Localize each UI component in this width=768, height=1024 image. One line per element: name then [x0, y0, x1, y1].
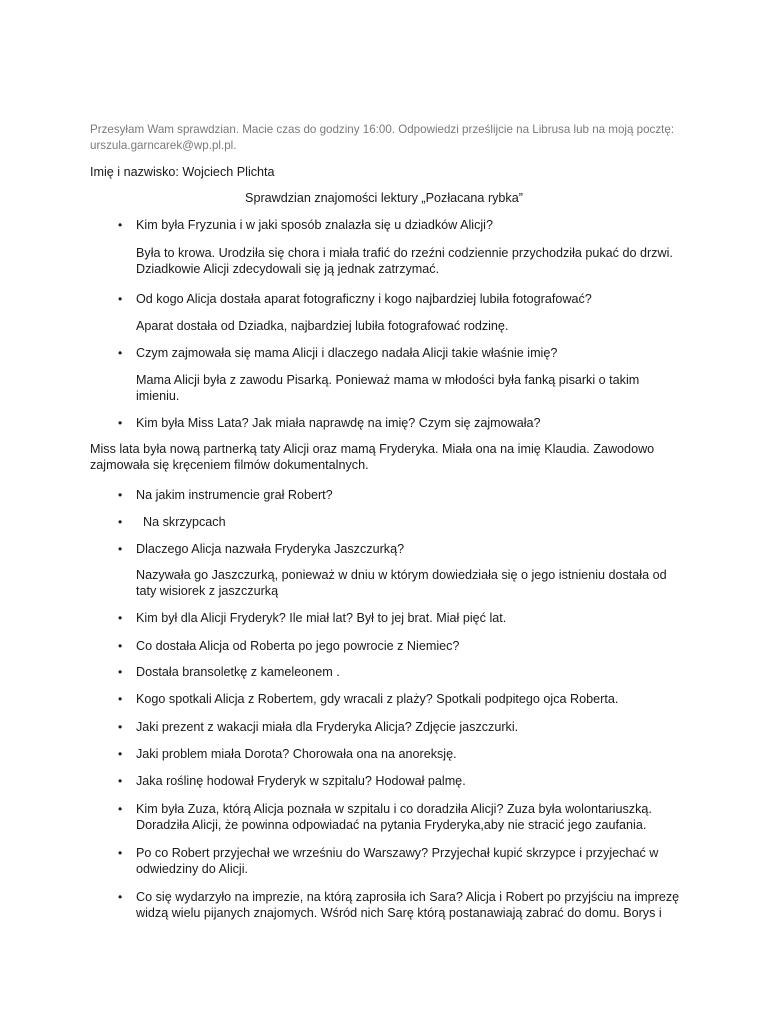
- bullet-marker: •: [118, 890, 123, 904]
- bullet-marker: •: [118, 720, 123, 734]
- bullet-marker: •: [118, 665, 123, 679]
- bullet-marker: •: [118, 346, 123, 360]
- question-3: Czym zajmowała się mama Alicji i dlaczego nadała Alicji takie właśnie imię?: [136, 346, 558, 360]
- bullet-marker: •: [118, 846, 123, 860]
- student-name: Imię i nazwisko: Wojciech Plichta: [90, 165, 275, 179]
- question-4: Kim była Miss Lata? Jak miała naprawdę na imię? Czym się zajmowała?: [136, 416, 541, 430]
- question-5: Na jakim instrumencie grał Robert?: [136, 488, 333, 502]
- bullet-marker: •: [118, 747, 123, 761]
- bullet-marker: •: [118, 488, 123, 502]
- question-8: Co dostała Alicja od Roberta po jego powrocie z Niemiec?: [136, 639, 460, 653]
- bullet-marker: •: [118, 542, 123, 556]
- intro-email: urszula.garncarek@wp.pl.pl.: [90, 139, 237, 152]
- answer-5: Na skrzypcach: [136, 515, 226, 529]
- bullet-marker: •: [118, 802, 123, 816]
- answer-8: Dostała bransoletkę z kameleonem .: [136, 665, 340, 679]
- question-2: Od kogo Alicja dostała aparat fotograficzny i kogo najbardziej lubiła fotografować?: [136, 292, 592, 306]
- bullet-marker: •: [118, 515, 123, 529]
- question-13: Kim była Zuza, którą Alicja poznała w szpitalu i co doradziła Alicji? Zuza była wolontariuszką. Doradziła Alicji, że powinna odpowiadać na pytania Fryderyka,aby nie stracić jego zaufania.: [136, 802, 652, 832]
- answer-6: Nazywała go Jaszczurką, ponieważ w dniu w którym dowiedziała się o jego istnieniu dostała od taty wisiorek z jaszczurką: [136, 568, 667, 598]
- answer-3: Mama Alicji była z zawodu Pisarką. Ponieważ mama w młodości była fanką pisarki o takim imieniu.: [136, 373, 640, 403]
- intro-line-1: Przesyłam Wam sprawdzian. Macie czas do godziny 16:00. Odpowiedzi prześlijcie na Librusa lub na moją pocztę:: [90, 123, 675, 136]
- question-6: Dlaczego Alicja nazwała Fryderyka Jaszczurką?: [136, 542, 405, 556]
- bullet-marker: •: [118, 692, 123, 706]
- bullet-marker: •: [118, 774, 123, 788]
- bullet-marker: •: [118, 639, 123, 653]
- question-1: Kim była Fryzunia i w jaki sposób znalazła się u dziadków Alicji?: [136, 218, 493, 232]
- bullet-marker: •: [118, 292, 123, 306]
- answer-1: Była to krowa. Urodziła się chora i miała trafić do rzeźni codziennie przychodziła pukać do drzwi. Dziadkowie Alicji zdecydowali się ją jednak zatrzymać.: [136, 246, 673, 276]
- bullet-marker: •: [118, 218, 123, 232]
- answer-4: Miss lata była nową partnerką taty Alicji oraz mamą Fryderyka. Miała ona na imię Klaudia. Zawodowo zajmowała się kręceniem filmów dokumentalnych.: [90, 442, 655, 472]
- question-11: Jaki problem miała Dorota? Chorowała ona na anoreksję.: [136, 747, 457, 761]
- bullet-marker: •: [118, 611, 123, 625]
- question-7: Kim był dla Alicji Fryderyk? Ile miał lat? Był to jej brat. Miał pięć lat.: [136, 611, 507, 625]
- question-12: Jaka roślinę hodował Fryderyk w szpitalu? Hodował palmę.: [136, 774, 466, 788]
- question-14: Po co Robert przyjechał we wrześniu do Warszawy? Przyjechał kupić skrzypce i przyjechać w odwiedziny do Alicji.: [136, 846, 659, 876]
- question-15: Co się wydarzyło na imprezie, na którą zaprosiła ich Sara? Alicja i Robert po przyjściu na imprezę widzą wielu pijanych znajomych. Wśród nich Sarę którą postanawiają zabrać do domu. Borys i: [136, 890, 680, 920]
- answer-2: Aparat dostała od Dziadka, najbardziej lubiła fotografować rodzinę.: [136, 319, 509, 333]
- question-10: Jaki prezent z wakacji miała dla Fryderyka Alicja? Zdjęcie jaszczurki.: [136, 720, 519, 734]
- question-9: Kogo spotkali Alicja z Robertem, gdy wracali z plaży? Spotkali podpitego ojca Roberta.: [136, 692, 619, 706]
- bullet-marker: •: [118, 416, 123, 430]
- test-title: Sprawdzian znajomości lektury „Pozłacana rybka”: [245, 191, 523, 205]
